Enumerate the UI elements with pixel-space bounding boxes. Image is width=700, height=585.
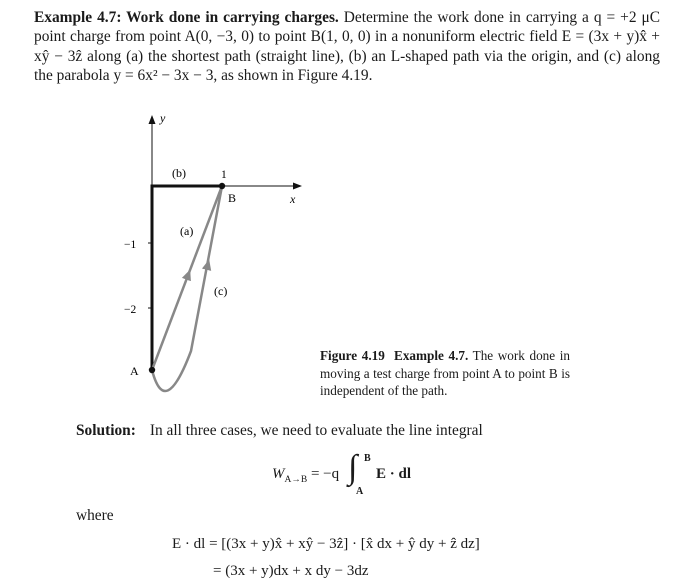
path-c-label: (c) bbox=[214, 284, 228, 298]
solution-line bbox=[76, 422, 483, 440]
path-a-arrow-icon bbox=[187, 274, 189, 278]
path-b-label: (b) bbox=[172, 166, 186, 180]
point-a-dot bbox=[149, 367, 155, 373]
example-heading: Example 4.7: Work done in carrying charges. bbox=[34, 9, 339, 26]
solution-text: In all three cases, we need to evaluate the line integral bbox=[149, 422, 483, 439]
y-axis-arrow-icon bbox=[149, 115, 156, 124]
point-b-dot bbox=[219, 183, 225, 189]
point-a-label: A bbox=[130, 364, 139, 378]
caption-text: The work done in moving a test charge from point A to point B is independent of the path. bbox=[320, 348, 570, 398]
point-b-label: B bbox=[228, 191, 237, 205]
example-body: Determine the work done in carrying a q = +2 μC point charge from point A(0, −3, 0) to point B(1, 0, 0) in a nonuniform electric field E = (3x + y)x̂ + xŷ − 3ẑ along (a) the shortest path (straight line), (b) an L-shaped path via the origin, and (c) along the parabola y = 6x² − 3x − 3, as shown in Figure 4.19. bbox=[34, 9, 660, 84]
y-tick-label-1: −1 bbox=[124, 239, 137, 251]
where-text: where bbox=[76, 507, 114, 524]
line-integral-equation bbox=[272, 449, 452, 499]
caption-bold-text: Example 4.7. bbox=[394, 348, 469, 363]
integral-sign: ∫ bbox=[348, 449, 358, 486]
y-tick-label-2: −2 bbox=[124, 304, 137, 316]
y-axis-label: y bbox=[160, 111, 166, 125]
integral-upper-limit: B bbox=[364, 453, 371, 464]
figure-4-19 bbox=[110, 105, 310, 400]
integral-lhs: $W_{A\to B} = -q$ bbox=[272, 466, 340, 485]
x-axis-label: x bbox=[290, 192, 296, 206]
equation-line-1: E · dl = [(3x + y)x̂ + xŷ − 3ẑ] · [x̂ dx + ŷ dy + ẑ dz] bbox=[172, 536, 480, 552]
example-paragraph bbox=[34, 8, 660, 85]
equation-line-2: = (3x + y)dx + x dy − 3dz bbox=[213, 563, 369, 579]
integral-lower-limit: A bbox=[356, 486, 364, 497]
integrand: E · dl bbox=[376, 466, 412, 482]
caption-label: Figure 4.19 bbox=[320, 348, 385, 363]
path-c-arrow-icon bbox=[207, 264, 208, 268]
figure-caption bbox=[320, 347, 570, 400]
solution-label: Solution: bbox=[76, 422, 136, 439]
path-a-label: (a) bbox=[180, 224, 194, 238]
x-axis-arrow-icon bbox=[293, 183, 302, 190]
x-tick-label: 1 bbox=[221, 169, 227, 181]
